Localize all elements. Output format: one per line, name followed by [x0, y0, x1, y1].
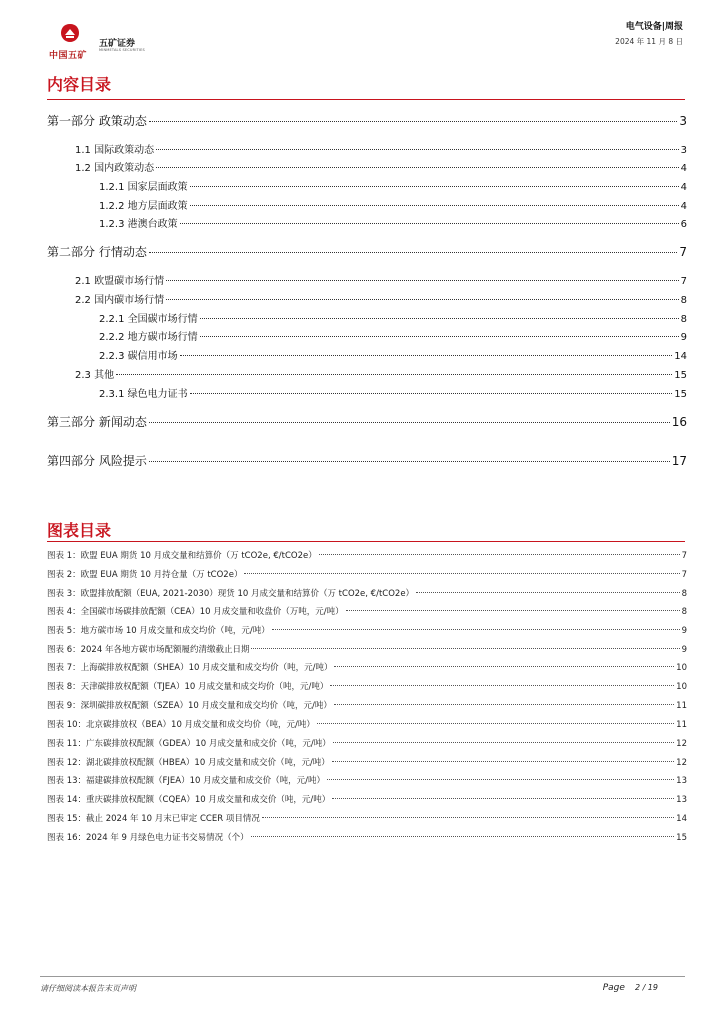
toc-entry[interactable]: 第一部分 政策动态 3 — [47, 114, 687, 128]
toc-title: 内容目录 — [47, 75, 112, 94]
toc-entry[interactable]: 1.2.1 国家层面政策 4 — [99, 182, 687, 193]
figure-entry[interactable]: 图表 7：上海碳排放权配额（SHEA）10 月成交量和成交均价（吨，元/吨） 10 — [47, 663, 687, 673]
figure-entry[interactable]: 图表 9：深圳碳排放权配额（SZEA）10 月成交量和成交均价（吨，元/吨） 11 — [47, 701, 687, 711]
toc-entry[interactable]: 2.1 欧盟碳市场行情 7 — [75, 276, 687, 287]
figure-entry[interactable]: 图表 4：全国碳市场碳排放配额（CEA）10 月成交量和收盘价（万吨，元/吨） 8 — [47, 607, 687, 617]
figure-entry[interactable]: 图表 6：2024 年各地方碳市场配额履约清缴截止日期 9 — [47, 645, 687, 655]
toc-entry[interactable]: 第四部分 风险提示 17 — [47, 454, 687, 468]
securities-name-en: MINMETALS SECURITIES — [99, 48, 145, 52]
toc-entry[interactable]: 2.2.2 地方碳市场行情 9 — [99, 332, 687, 343]
toc-entry[interactable]: 1.2 国内政策动态 4 — [75, 163, 687, 174]
page-number: 2 / 19 — [634, 983, 658, 992]
toc-title-divider — [47, 99, 685, 100]
toc-entry[interactable]: 2.2 国内碳市场行情 8 — [75, 295, 687, 306]
report-category: 电气设备|周报 — [625, 22, 683, 32]
toc-entry[interactable]: 1.2.2 地方层面政策 4 — [99, 201, 687, 212]
toc-entry[interactable]: 2.3 其他 15 — [75, 370, 687, 381]
footer-disclaimer: 请仔细阅读本报告末页声明 — [40, 984, 136, 993]
figure-entry[interactable]: 图表 13：福建碳排放权配额（FJEA）10 月成交量和成交价（吨，元/吨） 13 — [47, 776, 687, 786]
figure-entry[interactable]: 图表 2：欧盟 EUA 期货 10 月持仓量（万 tCO2e） 7 — [47, 570, 687, 580]
figure-entry[interactable]: 图表 11：广东碳排放权配额（GDEA）10 月成交量和成交价（吨，元/吨） 12 — [47, 739, 687, 749]
figure-entry[interactable]: 图表 5：地方碳市场 10 月成交量和成交均价（吨，元/吨） 9 — [47, 626, 687, 636]
toc-entry[interactable]: 第三部分 新闻动态 16 — [47, 415, 687, 429]
page-indicator — [603, 983, 658, 993]
toc-entry[interactable]: 1.2.3 港澳台政策 6 — [99, 219, 687, 230]
figure-entry[interactable]: 图表 14：重庆碳排放权配额（CQEA）10 月成交量和成交价（吨，元/吨） 13 — [47, 795, 687, 805]
footer-divider — [40, 976, 685, 977]
company-logo — [47, 20, 147, 60]
figure-entry[interactable]: 图表 1：欧盟 EUA 期货 10 月成交量和结算价（万 tCO2e, €/tCO2e） 7 — [47, 551, 687, 561]
securities-name: 五矿证券 — [99, 39, 136, 49]
figure-entry[interactable]: 图表 8：天津碳排放权配额（TJEA）10 月成交量和成交均价（吨，元/吨） 10 — [47, 682, 687, 692]
brand-name: 中国五矿 — [49, 51, 88, 61]
report-date: 2024 年 11 月 8 日 — [615, 37, 683, 46]
toc-entry[interactable]: 2.2.1 全国碳市场行情 8 — [99, 314, 687, 325]
page-label: Page — [602, 983, 625, 993]
figure-entry[interactable]: 图表 16：2024 年 9 月绿色电力证书交易情况（个） 15 — [47, 833, 687, 843]
toc-entry[interactable]: 1.1 国际政策动态 3 — [75, 145, 687, 156]
toc-entry[interactable]: 2.3.1 绿色电力证书 15 — [99, 389, 687, 400]
figure-entry[interactable]: 图表 10：北京碳排放权（BEA）10 月成交量和成交均价（吨，元/吨） 11 — [47, 720, 687, 730]
figures-title: 图表目录 — [47, 521, 112, 540]
figure-entry[interactable]: 图表 15：截止 2024 年 10 月末已审定 CCER 项目情况 14 — [47, 814, 687, 824]
figure-entry[interactable]: 图表 3：欧盟排放配额（EUA, 2021-2030）现货 10 月成交量和结算价（万 tCO2e, €/tCO2e） 8 — [47, 589, 687, 599]
figures-title-divider — [47, 541, 685, 542]
page-header — [0, 0, 724, 64]
toc-entry[interactable]: 2.2.3 碳信用市场 14 — [99, 351, 687, 362]
toc-entry[interactable]: 第二部分 行情动态 7 — [47, 245, 687, 259]
minmetals-emblem-icon — [60, 23, 80, 45]
figure-entry[interactable]: 图表 12：湖北碳排放权配额（HBEA）10 月成交量和成交价（吨，元/吨） 12 — [47, 758, 687, 768]
